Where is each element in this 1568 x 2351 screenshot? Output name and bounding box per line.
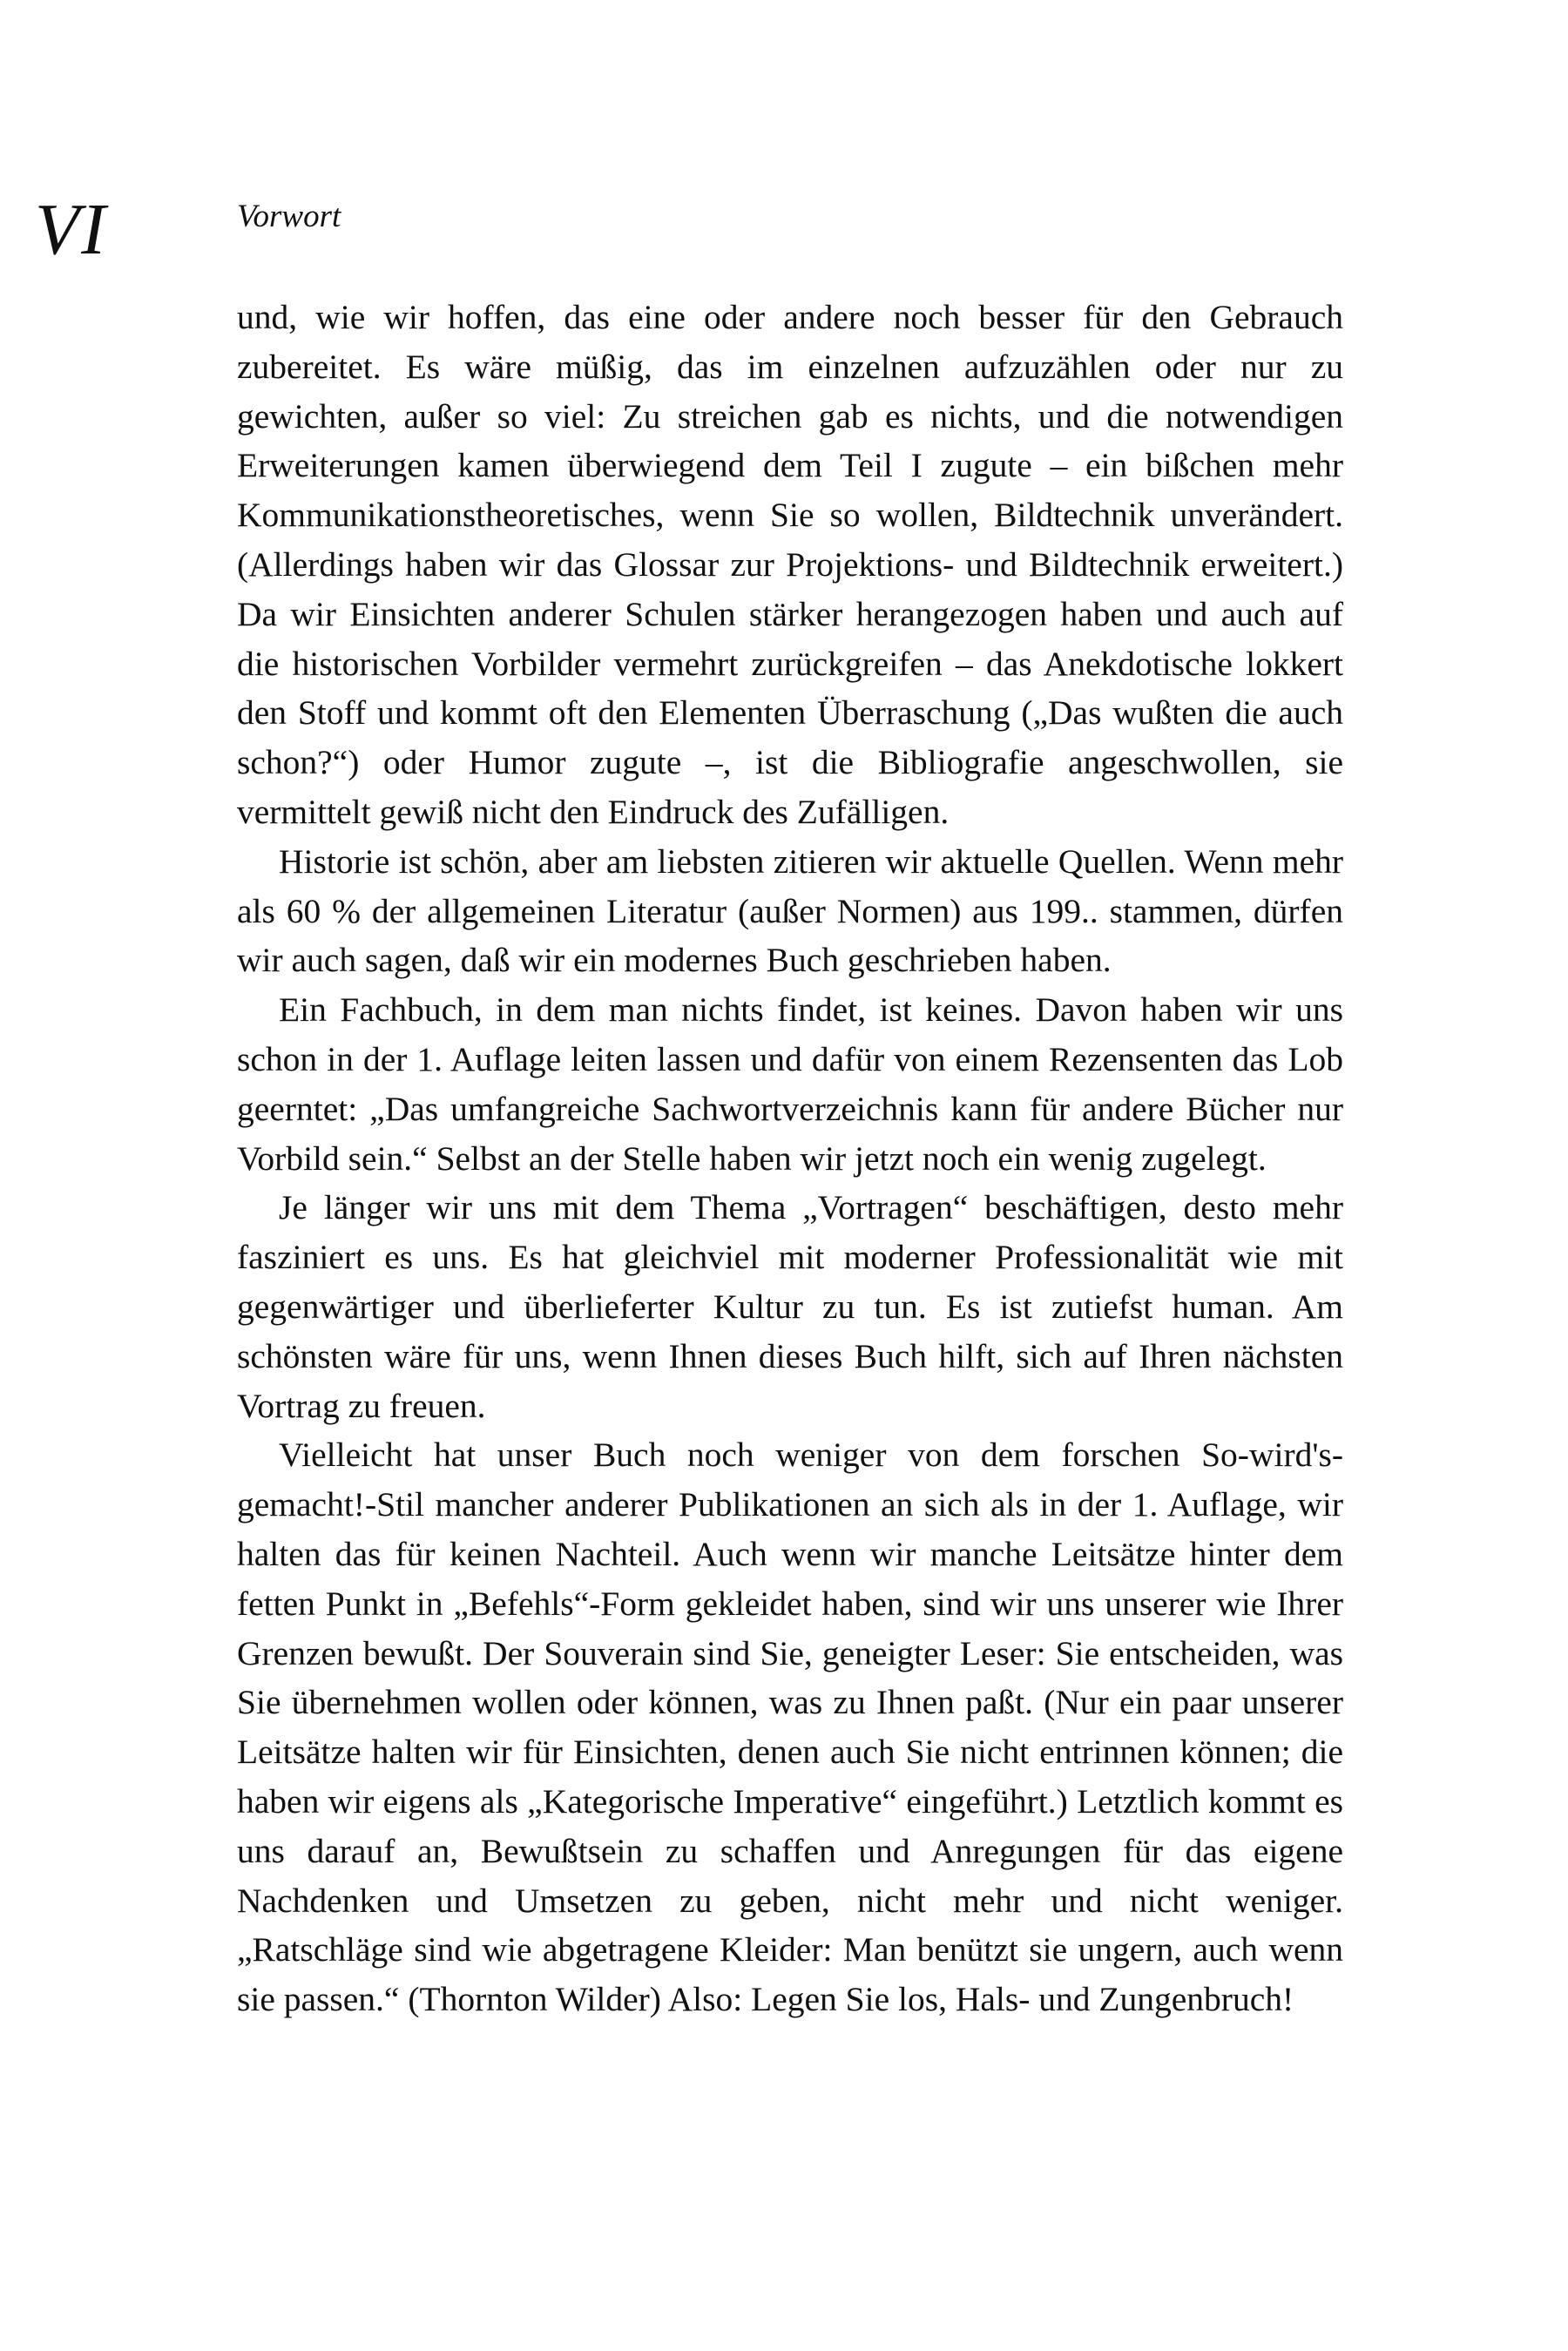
body-text	[237, 293, 1343, 2024]
paragraph-2: Historie ist schön, aber am liebsten zitieren wir aktuelle Quellen. Wenn mehr als 60 % der allgemeinen Literatur (außer Normen) aus 199.. stammen, dürfen wir auch sagen, daß wir ein modernes Buch geschrieben haben.	[237, 841, 1343, 980]
paragraph-4: Je länger wir uns mit dem Thema „Vortragen“ beschäftigen, desto mehr fasziniert es uns. Es hat gleichviel mit moderner Professionalität wie mit gegenwärtiger und überlieferter Kultur zu tun. Es ist zutiefst human. Am schönsten wäre für uns, wenn Ihnen dieses Buch hilft, sich auf Ihren nächsten Vortrag zu freuen.	[237, 1188, 1343, 1425]
paragraph-3: Ein Fachbuch, in dem man nichts findet, ist keines. Davon haben wir uns schon in der 1. Auflage leiten lassen und dafür von einem Rezensenten das Lob geerntet: „Das umfangreiche Sachwortverzeichnis kann für andere Bücher nur Vorbild sein.“ Selbst an der Stelle haben wir jetzt noch ein wenig zugelegt.	[237, 990, 1343, 1178]
paragraph-5: Vielleicht hat unser Buch noch weniger von dem forschen So-wird's-gemacht!-Stil mancher anderer Publikationen an sich als in der 1. Auflage, wir halten das für keinen Nachteil. Auch wenn wir manche Leitsätze hinter dem fetten Punkt in „Befehls“-Form gekleidet haben, sind wir uns unserer wie Ihrer Grenzen bewußt. Der Souverain sind Sie, geneigter Leser: Sie entscheiden, was Sie übernehmen wollen oder können, was zu Ihnen paßt. (Nur ein paar unserer Leitsätze halten wir für Einsichten, denen auch Sie nicht entrinnen können; die haben wir eigens als „Kategorische Imperative“ eingeführt.) Letztlich kommt es uns darauf an, Bewußtsein zu schaffen und Anregungen für das eigene Nachdenken und Umsetzen zu geben, nicht mehr und nicht weniger. „Ratschläge sind wie abgetragene Kleider: Man benützt sie ungern, auch wenn sie passen.“ (Thornton Wilder) Also: Legen Sie los, Hals- und Zungenbruch!	[237, 1436, 1343, 2019]
page-number: VI	[35, 189, 108, 270]
paragraph-1: und, wie wir hoffen, das eine oder andere noch besser für den Gebrauch zubereitet. Es wäre müßig, das im einzelnen aufzuzählen oder nur zu gewichten, außer so viel: Zu streichen gab es nichts, und die notwendigen Erweiterungen kamen überwiegend dem Teil I zugute – ein bißchen mehr Kommunikationstheoretisches, wenn Sie so wollen, Bildtechnik unverändert. (Allerdings haben wir das Glossar zur Projektions- und Bildtechnik erweitert.) Da wir Einsichten anderer Schulen stärker herangezogen haben und auch auf die historischen Vorbilder vermehrt zurückgreifen – das Anekdotische lokkert den Stoff und kommt oft den Elementen Überraschung („Das wußten die auch schon?“) oder Humor zugute –, ist die Bibliografie angeschwollen, sie vermittelt gewiß nicht den Eindruck des Zufälligen.	[237, 298, 1343, 831]
running-header: Vorwort	[237, 199, 341, 234]
